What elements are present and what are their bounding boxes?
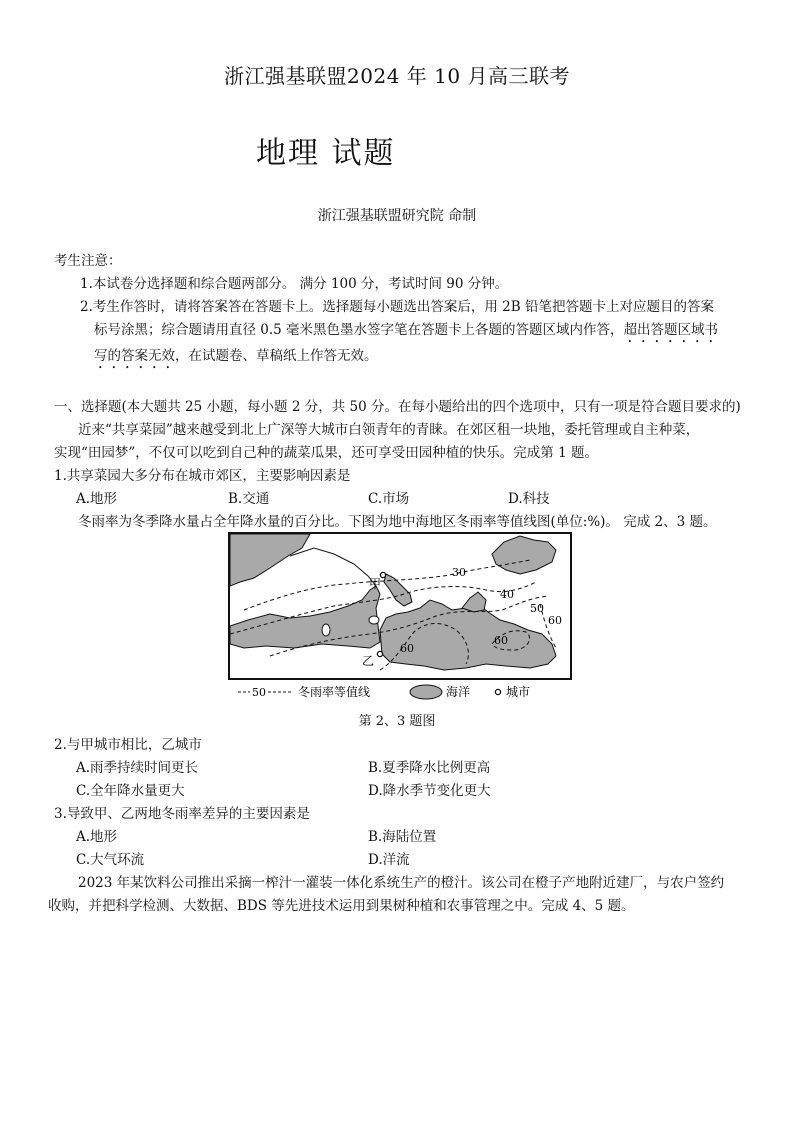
- legend-contour-value: 50: [252, 686, 266, 699]
- map-intro: 冬雨率为冬季降水量占全年降水量的百分比。下图为地中海地区冬雨率等值线图(单位:%)。 完成 2、3 题。: [78, 514, 717, 530]
- atlantic-ocean: [230, 534, 310, 586]
- city-yi-marker: [377, 651, 382, 656]
- city-yi-label: 乙: [362, 654, 375, 668]
- notice-item-2-line-2: [94, 321, 718, 346]
- q2-option-d: D.降水季节变化更大: [368, 783, 491, 799]
- q2-option-b: B.夏季降水比例更高: [368, 760, 491, 776]
- island-1: [322, 624, 330, 636]
- passage-4-5-line-1: 2023 年某饮料公司推出采摘一榨汁一灌装一体化系统生产的橙汁。该公司在橙子产地附近建厂，与农户签约: [78, 875, 725, 891]
- notice-item-2-line-1: 2.考生作答时，请将答案答在答题卡上。选择题每小题选出答案后，用 2B 铅笔把答题卡上对应题目的答案: [80, 299, 714, 315]
- contour-label-60-edge: 60: [548, 614, 562, 627]
- q1-option-b: B.交通: [228, 491, 270, 507]
- contour-label-40: 40: [500, 588, 514, 601]
- q2-option-a: A.雨季持续时间更长: [76, 760, 199, 776]
- intro-line-1: 近来“共享菜园”越来越受到北上广深等大城市白领青年的青睐。在郊区租一块地，委托管理或自主种菜，: [78, 422, 700, 438]
- q3-stem: 3.导致甲、乙两地冬雨率差异的主要因素是: [54, 806, 310, 822]
- exam-title: 浙江强基联盟2024 年 10 月高三联考: [224, 64, 570, 88]
- notice-heading: 考生注意：: [54, 253, 122, 269]
- contour-label-60-east: 60: [494, 634, 508, 647]
- contour-label-30: 30: [452, 566, 466, 579]
- legend-svg: [236, 682, 566, 702]
- notice-item-1: 1.本试卷分选择题和综合题两部分。 满分 100 分，考试时间 90 分钟。: [80, 276, 509, 292]
- q1-option-c: C.市场: [368, 491, 410, 507]
- figure-caption: 第 2、3 题图: [358, 714, 436, 729]
- contour-label-50: 50: [530, 602, 544, 615]
- notice-emphasis-1: 超出答题区域书: [623, 322, 719, 338]
- q1-stem: 1.共享菜园大多分布在城市郊区，主要影响因素是: [54, 468, 351, 484]
- adriatic-sea: [384, 574, 412, 606]
- map-svg: [230, 534, 570, 678]
- q2-stem: 2.与甲城市相比，乙城市: [54, 737, 202, 753]
- notice-item-2-line-3: [94, 347, 378, 372]
- legend-contour-label: 冬雨率等值线: [298, 685, 371, 699]
- black-sea: [492, 536, 556, 574]
- legend-city-marker: [495, 689, 500, 694]
- legend-ocean-label: 海洋: [446, 685, 471, 699]
- notice-item-2-line-2-text: 标号涂黑；综合题请用直径 0.5 毫米黑色墨水签字笔在答题卡上各题的答题区域内作答，: [94, 322, 624, 338]
- intro-line-2: 实现“田园梦”，不仅可以吃到自己种的蔬菜瓜果，还可享受田园种植的快乐。完成第 1 题。: [54, 445, 598, 461]
- map-legend: [236, 682, 566, 702]
- mediterranean-map: [228, 532, 572, 680]
- city-jia-label: 甲: [369, 577, 382, 591]
- legend-city-label: 城市: [506, 685, 531, 699]
- q3-option-b: B.海陆位置: [368, 829, 437, 845]
- q3-option-d: D.洋流: [368, 852, 410, 868]
- q3-option-c: C.大气环流: [76, 852, 145, 868]
- city-jia-marker: [380, 572, 385, 577]
- q3-option-a: A.地形: [76, 829, 118, 845]
- q1-option-a: A.地形: [76, 491, 118, 507]
- q1-option-d: D.科技: [508, 491, 550, 507]
- q2-option-c: C.全年降水量更大: [76, 783, 185, 799]
- passage-4-5-line-2: 收购，并把科学检测、大数据、BDS 等先进技术运用到果树种植和农事管理之中。完成 4、5 题。: [48, 898, 635, 914]
- legend-ocean-swatch: [410, 685, 442, 699]
- island-2: [369, 616, 379, 624]
- coastline-europe: [290, 548, 376, 586]
- publisher-line: 浙江强基联盟研究院 命制: [317, 208, 477, 224]
- section-heading: 一、选择题(本大题共 25 小题，每小题 2 分，共 50 分。在每小题给出的四个选项中，只有一项是符合题目要求的): [54, 399, 741, 415]
- contour-label-60-central: 60: [400, 642, 414, 655]
- subject-title: 地理 试题: [256, 136, 396, 171]
- aegean-sea: [462, 592, 486, 612]
- notice-emphasis-2: 写的答案无效: [94, 348, 175, 364]
- notice-item-2-line-3-text: ，在试题卷、草稿纸上作答无效。: [175, 348, 378, 364]
- western-sea: [230, 586, 380, 648]
